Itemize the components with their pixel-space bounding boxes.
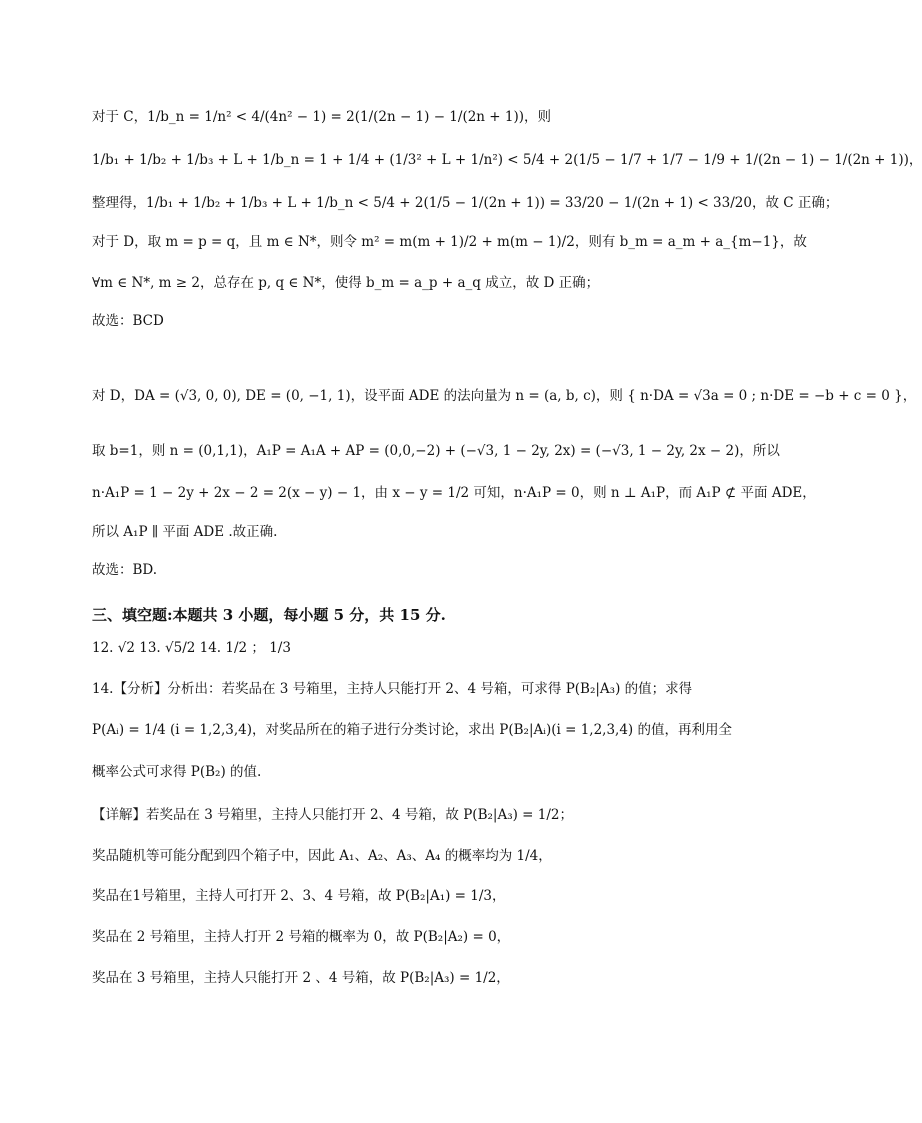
d2-line-2: 取 b=1，则 n = (0,1,1)，A₁P = A₁A + AP = (0,0,−2) + (−√3, 1 − 2y, 2x) = (−√3, 1 − 2y, 2x − 2)，所以 [92,443,780,459]
c-line-3: 整理得，1/b₁ + 1/b₂ + 1/b₃ + L + 1/b_n < 5/4 + 2(1/5 − 1/(2n + 1)) = 33/20 − 1/(2n + 1) < 33/20，故 C 正确； [92,195,839,211]
p14-line-2: P(Aᵢ) = 1/4 (i = 1,2,3,4)，对奖品所在的箱子进行分类讨论，求出 P(B₂|Aᵢ)(i = 1,2,3,4) 的值，再利用全 [92,722,732,738]
fill-answers: 12. √2 13. √5/2 14. 1/2 ； 1/3 [92,640,291,656]
d2-line-1: 对 D，DA = (√3, 0, 0), DE = (0, −1, 1)，设平面 ADE 的法向量为 n = (a, b, c)，则 { n·DA = √3a = 0 ; n·DE = −b + c = 0 }， [92,388,917,404]
d2-line-3: n·A₁P = 1 − 2y + 2x − 2 = 2(x − y) − 1，由 x − y = 1/2 可知，n·A₁P = 0，则 n ⊥ A₁P，而 A₁P ⊄ 平面 ADE， [92,485,816,501]
d1-line-1: 对于 D，取 m = p = q，且 m ∈ N*，则令 m² = m(m + 1)/2 + m(m − 1)/2，则有 b_m = a_m + a_{m−1}，故 [92,234,807,250]
p14-line-3: 概率公式可求得 P(B₂) 的值. [92,764,262,780]
p14-line-1: 14.【分析】分析出：若奖品在 3 号箱里，主持人只能打开 2、4 号箱，可求得 P(B₂|A₃) 的值；求得 [92,681,693,697]
section-heading: 三、填空题:本题共 3 小题，每小题 5 分，共 15 分. [92,606,446,624]
d2-line-4: 所以 A₁P ∥ 平面 ADE .故正确. [92,524,278,540]
p14-line-5: 奖品随机等可能分配到四个箱子中，因此 A₁、A₂、A₃、A₄ 的概率均为 1/4， [92,848,552,864]
d1-line-2: ∀m ∈ N*, m ≥ 2，总存在 p, q ∈ N*，使得 b_m = a_p + a_q 成立，故 D 正确； [92,275,600,291]
p14-line-7: 奖品在 2 号箱里，主持人打开 2 号箱的概率为 0，故 P(B₂|A₂) = 0， [92,929,511,945]
d1-answer: 故选：BCD [92,313,164,329]
c-line-2: 1/b₁ + 1/b₂ + 1/b₃ + L + 1/b_n = 1 + 1/4 + (1/3² + L + 1/n²) < 5/4 + 2(1/5 − 1/7 + 1/7 − 1/9 + 1/(2n − 1) − 1/(2n + 1))， [92,152,922,168]
p14-line-8: 奖品在 3 号箱里，主持人只能打开 2 、4 号箱，故 P(B₂|A₃) = 1/2， [92,970,510,986]
p14-line-4: 【详解】若奖品在 3 号箱里，主持人只能打开 2、4 号箱，故 P(B₂|A₃) = 1/2； [92,807,574,823]
d2-answer: 故选：BD. [92,562,158,578]
c-line-1: 对于 C，1/b_n = 1/n² < 4/(4n² − 1) = 2(1/(2n − 1) − 1/(2n + 1))，则 [92,109,552,125]
p14-line-6: 奖品在1号箱里，主持人可打开 2、3、4 号箱，故 P(B₂|A₁) = 1/3， [92,888,506,904]
